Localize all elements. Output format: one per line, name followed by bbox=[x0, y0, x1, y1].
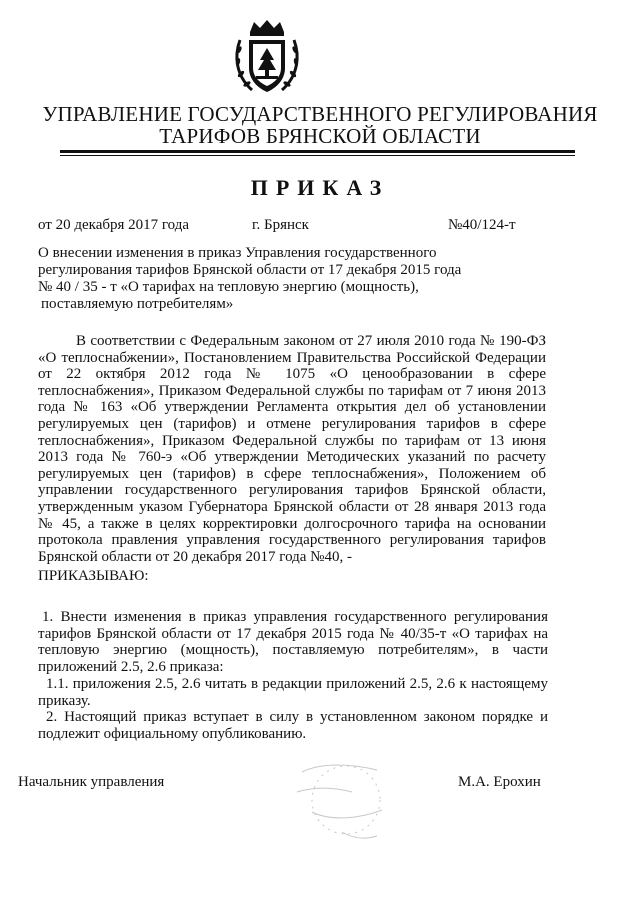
header-divider-thick bbox=[60, 150, 575, 153]
order-subject bbox=[38, 245, 498, 313]
bryansk-coat-of-arms-icon bbox=[232, 18, 302, 96]
subject-line: поставляемую потребителям» bbox=[41, 296, 234, 312]
order-date: от 20 декабря 2017 года bbox=[38, 217, 190, 233]
signatory-name: М.А. Ерохин bbox=[458, 774, 541, 790]
subject-line: № 40 / 35 - т «О тарифах на тепловую энергию (мощность), bbox=[38, 279, 419, 295]
directive-heading: ПРИКАЗЫВАЮ: bbox=[38, 568, 149, 584]
preamble-paragraph: В соответствии с Федеральным законом от 27 июля 2010 года № 190-ФЗ «О теплоснабжении», Постановлением Правительства Российской Федерации от 22 октября 2012 года № 1075 «О ценообразовании в сфере теплоснабжения», Приказом Федеральной службы по тарифам от 7 июня 2013 года № 163 «Об утверждении Регламента открытия дел об установлении регулируемых цен (тарифов) и отмене регулирования тарифов в сфере теплоснабжения», Приказом Федеральной службы по тарифам от 13 июня 2013 года № 760-э «Об утверждении Методических указаний по расчету регулируемых цен (тарифов) в сфере теплоснабжения», Положением об управлении государственного регулирования тарифов Брянской области, утвержденным указом Губернатора Брянской области от 28 января 2013 года № 45, а также в целях корректировки долгосрочного тарифа на основании протокола правления управления государственного регулирования тарифов Брянской области от 20 декабря 2017 года №40, - bbox=[38, 333, 546, 565]
order-number: №40/124-т bbox=[448, 217, 516, 233]
order-item-1: 1. Внести изменения в приказ управления государственного регулирования тарифов Брянской области от 17 декабря 2015 года № 40/35-т «О тарифах на тепловую энергию (мощность), поставляемую потребителям», в части приложений 2.5, 2.6 приказа: bbox=[38, 609, 548, 675]
order-city: г. Брянск bbox=[252, 217, 309, 233]
document-title: ПРИКАЗ bbox=[250, 175, 390, 200]
order-item-2: 2. Настоящий приказ вступает в силу в установленном законом порядке и подлежит официальному опубликованию. bbox=[38, 709, 548, 742]
organization-name-line1: УПРАВЛЕНИЕ ГОСУДАРСТВЕННОГО РЕГУЛИРОВАНИЯ bbox=[42, 102, 598, 126]
signatory-position: Начальник управления bbox=[18, 774, 165, 790]
organization-name-line2: ТАРИФОВ БРЯНСКОЙ ОБЛАСТИ bbox=[159, 124, 481, 148]
faint-stamp-mark bbox=[282, 752, 412, 852]
subject-line: регулирования тарифов Брянской области от 17 декабря 2015 года bbox=[38, 262, 462, 278]
subject-line: О внесении изменения в приказ Управления государственного bbox=[38, 245, 437, 261]
header-divider-thin bbox=[60, 155, 575, 156]
order-item-1-1: 1.1. приложения 2.5, 2.6 читать в редакции приложений 2.5, 2.6 к настоящему приказу. bbox=[38, 676, 548, 709]
